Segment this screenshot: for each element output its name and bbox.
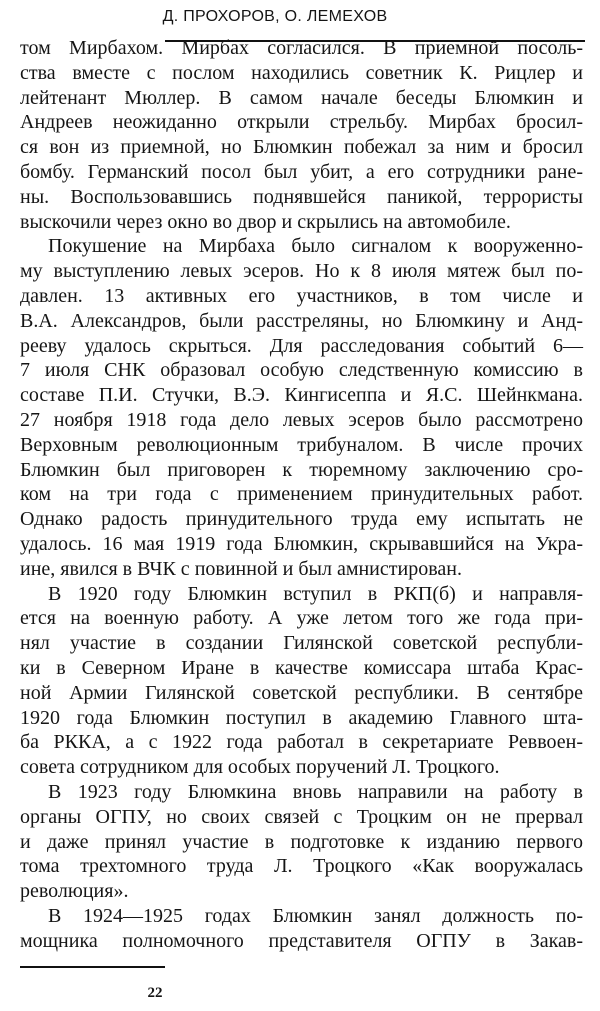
text-line: В.А. Александров, были расстреляны, но Блюмкину и Анд- xyxy=(20,309,583,332)
running-head: Д. ПРОХОРОВ, О. ЛЕМЕХОВ xyxy=(162,8,388,25)
paragraph xyxy=(20,234,583,581)
page-number: 22 xyxy=(147,985,163,1001)
text-line: В 1920 году Блюмкин вступил в РКП(б) и направля- xyxy=(48,582,583,605)
text-line: ства вместе с послом находились советник К. Рицлер и xyxy=(20,61,583,84)
paragraph xyxy=(20,582,583,780)
text-line: Покушение на Мирбаха было сигналом к вооруженно- xyxy=(48,235,583,258)
text-line: 1920 года Блюмкин поступил в академию Главного шта- xyxy=(20,706,583,729)
text-line: революция». xyxy=(20,880,129,903)
text-line: ба РККА, а с 1922 года работал в секретариате Реввоен- xyxy=(20,731,583,754)
text-line: ся вон из приемной, но Блюмкин побежал за ним и бросил xyxy=(20,136,583,159)
footnote-rule xyxy=(20,966,165,968)
text-line: ной Армии Гилянской советской республики. В сентябре xyxy=(20,681,583,704)
text-line: тома трехтомного труда Л. Троцкого «Как вооружалась xyxy=(20,855,583,878)
text-line: лейтенант Мюллер. В самом начале беседы Блюмкин и xyxy=(20,86,583,109)
text-line: выскочили через окно во двор и скрылись на автомобиле. xyxy=(20,210,511,233)
text-line: Однако радость принудительного труда ему испытать не xyxy=(20,508,583,531)
text-line: ется на военную работу. А уже летом того же года при- xyxy=(20,607,583,630)
text-line: бомбу. Германский посол был убит, а его сотрудники ране- xyxy=(20,160,583,183)
text-line: Блюмкин был приговорен к тюремному заключению сро- xyxy=(20,458,583,481)
text-line: ки в Северном Иране в качестве комиссара штаба Крас- xyxy=(20,656,583,679)
text-line: Андреев неожиданно открыли стрельбу. Мирбах бросил- xyxy=(20,111,583,134)
text-line: ине, явился в ВЧК с повинной и был амнистирован. xyxy=(20,557,462,580)
text-line: ком на три года с применением принудительных работ. xyxy=(20,483,583,506)
text-line: В 1923 году Блюмкина вновь направили на работу в xyxy=(48,780,583,803)
text-line: нял участие в создании Гилянской советской республи- xyxy=(20,632,583,655)
paragraph xyxy=(20,36,583,234)
text-line: му выступлению левых эсеров. Но к 8 июля мятеж был по- xyxy=(20,260,583,283)
paragraph xyxy=(20,904,583,954)
text-line: органы ОГПУ, но своих связей с Троцким он не прервал xyxy=(20,805,583,828)
text-line: 27 ноября 1918 года дело левых эсеров было рассмотрено xyxy=(20,408,583,431)
text-line: составе П.И. Стучки, В.Э. Кингисеппа и Я.С. Шейнкмана. xyxy=(20,384,583,407)
text-line: давлен. 13 активных его участников, в том числе и xyxy=(20,284,583,307)
text-line: В 1924—1925 годах Блюмкин занял должность по- xyxy=(48,904,583,927)
text-line: том Мирбахом. Мирбах согласился. В приемной посоль- xyxy=(20,37,583,59)
text-line: совета сотрудником для особых поручений Л. Троцкого. xyxy=(20,756,500,779)
text-line: и даже принял участие в подготовке к изданию первого xyxy=(20,830,583,853)
text-line: ны. Воспользовавшись поднявшейся паникой, террористы xyxy=(20,185,583,208)
text-line: мощника полномочного представителя ОГПУ в Закав- xyxy=(20,929,583,952)
text-line: удалось. 16 мая 1919 года Блюмкин, скрывавшийся на Укра- xyxy=(20,532,583,555)
body-text xyxy=(20,36,583,953)
text-line: рееву удалось скрыться. Для расследования событий 6— xyxy=(20,334,583,357)
text-line: 7 июля СНК образовал особую следственную комиссию в xyxy=(20,359,583,382)
text-line: Верховным революционным трибуналом. В числе прочих xyxy=(20,433,583,456)
paragraph xyxy=(20,780,583,904)
